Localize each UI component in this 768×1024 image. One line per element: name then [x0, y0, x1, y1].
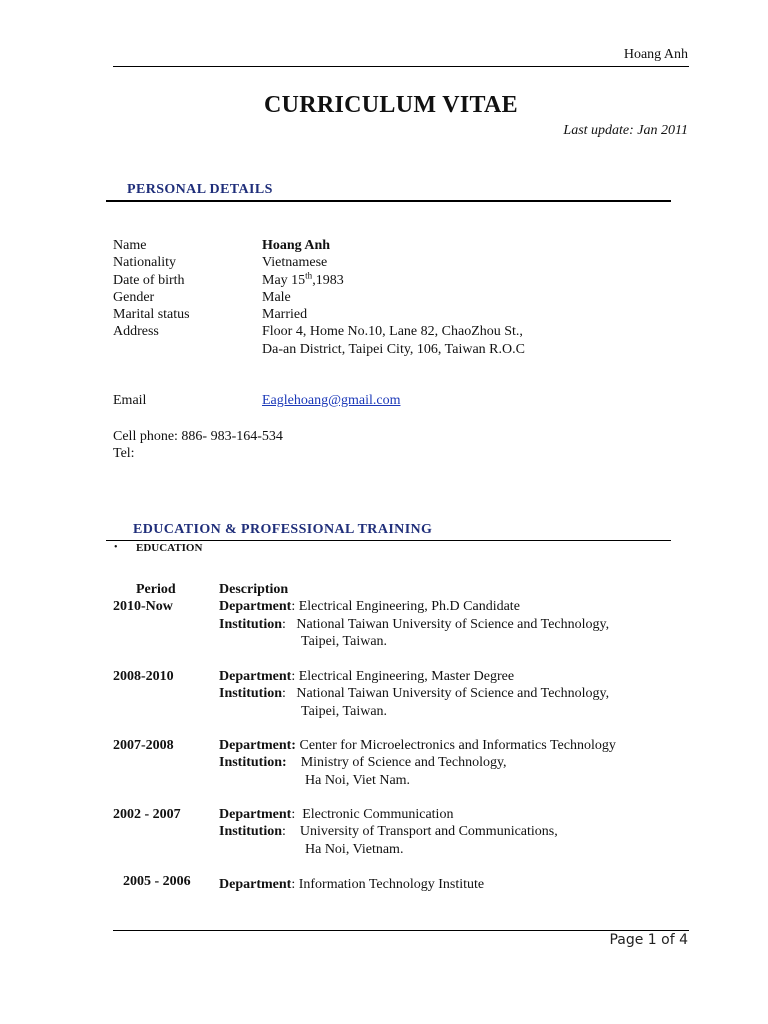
address-label: Address: [113, 324, 159, 339]
email-label: Email: [113, 393, 147, 408]
name-value: Hoang Anh: [262, 238, 331, 253]
entry-department: Department: Electrical Engineering, Master Degree: [219, 669, 515, 684]
personal-details-rule: [106, 200, 671, 202]
page-title: CURRICULUM VITAE: [264, 92, 518, 118]
entry-department: Department: Information Technology Institute: [219, 877, 485, 892]
marital-label: Marital status: [113, 307, 190, 322]
email-link[interactable]: Eaglehoang@gmail.com: [262, 393, 401, 408]
entry-institution-location: Ha Noi, Viet Nam.: [305, 773, 411, 788]
entry-institution: Institution: National Taiwan University of Science and Technology,: [219, 686, 610, 701]
education-heading: EDUCATION & PROFESSIONAL TRAINING: [133, 522, 433, 537]
entry-period: 2005 - 2006: [123, 874, 191, 889]
gender-label: Gender: [113, 290, 155, 305]
gender-value: Male: [262, 290, 291, 305]
entry-period: 2008-2010: [113, 669, 174, 684]
education-rule: [106, 540, 671, 541]
entry-department: Department: Center for Microelectronics and Informatics Technology: [219, 738, 616, 753]
entry-institution-location: Taipei, Taiwan.: [301, 634, 388, 649]
name-label: Name: [113, 238, 147, 253]
nationality-label: Nationality: [113, 255, 176, 270]
entry-department: Department: Electrical Engineering, Ph.D Candidate: [219, 599, 520, 614]
entry-period: 2002 - 2007: [113, 807, 181, 822]
dob-value: May 15th,1983: [262, 270, 344, 288]
entry-period: 2010-Now: [113, 599, 173, 614]
entry-period: 2007-2008: [113, 738, 174, 753]
marital-value: Married: [262, 307, 308, 322]
entry-institution-location: Taipei, Taiwan.: [301, 704, 388, 719]
page-number: Page 1 of 4: [609, 932, 688, 948]
personal-details-heading: PERSONAL DETAILS: [127, 182, 273, 197]
header-rule: [113, 66, 689, 67]
bullet-icon: •: [114, 542, 118, 553]
entry-institution-location: Ha Noi, Vietnam.: [305, 842, 404, 857]
footer-rule: [113, 930, 689, 931]
address-line-2: Da-an District, Taipei City, 106, Taiwan R.O.C: [262, 342, 525, 357]
dob-label: Date of birth: [113, 273, 185, 288]
address-line-1: Floor 4, Home No.10, Lane 82, ChaoZhou St.,: [262, 324, 523, 339]
cell-phone: Cell phone: 886- 983-164-534: [113, 429, 283, 444]
nationality-value: Vietnamese: [262, 255, 328, 270]
education-subheading: EDUCATION: [136, 542, 203, 554]
entry-institution: Institution: National Taiwan University of Science and Technology,: [219, 617, 610, 632]
entry-institution: Institution: University of Transport and Communications,: [219, 824, 558, 839]
col-period: Period: [136, 582, 176, 597]
col-description: Description: [219, 582, 289, 597]
tel-label: Tel:: [113, 446, 135, 461]
header-author: Hoang Anh: [623, 47, 688, 62]
entry-institution: Institution: Ministry of Science and Technology,: [219, 755, 507, 770]
entry-department: Department: Electronic Communication: [219, 807, 454, 822]
last-update: Last update: Jan 2011: [563, 123, 688, 138]
